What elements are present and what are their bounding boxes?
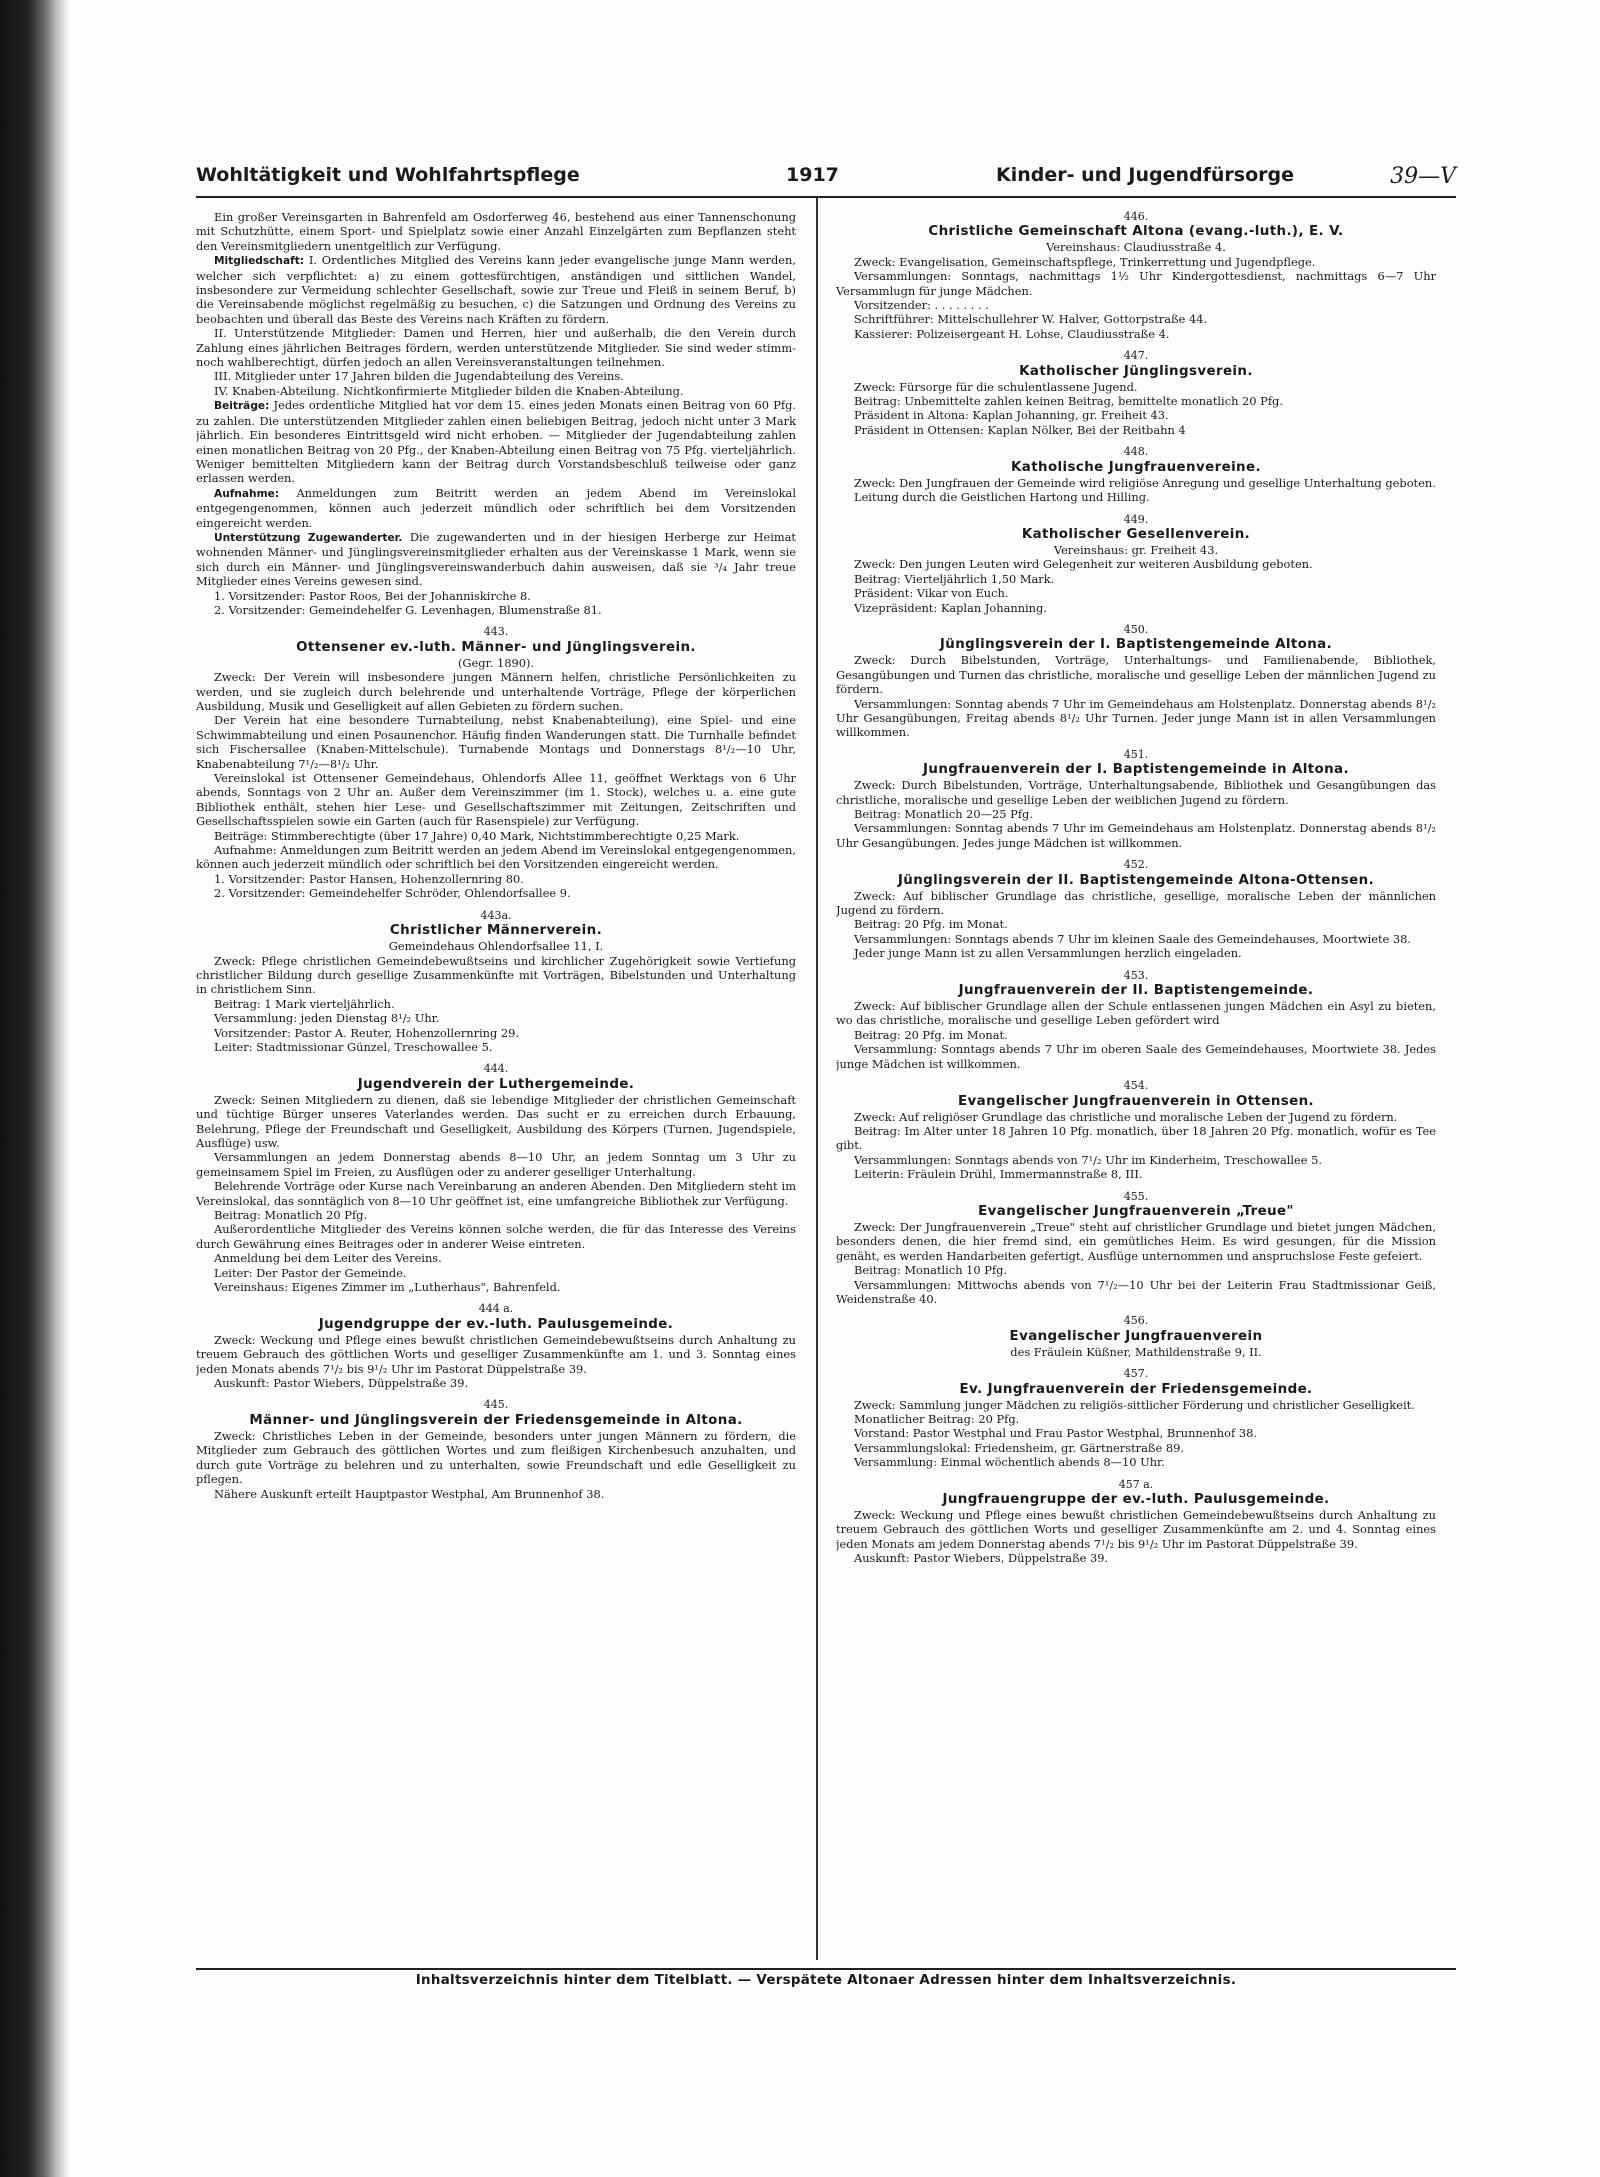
entry-title: Katholischer Gesellenverein. <box>1021 526 1251 542</box>
entry-leader: Leiterin: Fräulein Drühl, Immermannstraße 8, III. <box>854 1167 1143 1182</box>
entry-451 <box>836 748 1436 850</box>
entry-title: Evangelischer Jungfrauenverein „Treue" <box>978 1203 1294 1219</box>
entry-admission: Anmeldung bei dem Leiter des Vereins. <box>214 1251 442 1266</box>
entry-450 <box>836 623 1436 740</box>
entry-meeting: Versammlungen: Mittwochs abends von 7¹/₂—10 Uhr bei der Leiterin Frau Stadtmissionar Geiß, Weidenstraße 40. <box>836 1277 1436 1306</box>
entry-text: Vereinslokal ist Ottensener Gemeindehaus, Ohlendorfs Allee 11, geöffnet Werktags von 6 Uhr abends, Sonntags von 2 Uhr an. Außer dem Vereinszimmer (im 1. Stock), welches u. a. eine gute Bibliothek enthält, stehen hier Lese- und Gesellschaftszimmer mit Zeitungen, Zeitschriften und Gesellschaftsspielen sowie ein Garten (auch für Rasenspiele) zur Verfügung. <box>196 771 796 829</box>
entry-fee: Beitrag: Monatlich 20—25 Pfg. <box>854 807 1033 821</box>
entry-purpose: Zweck: Der Verein will insbesondere jungen Männern helfen, christliche Persönlichkeiten zu werden, und sie zugleich durch belehrende und unterhaltende Vorträge, Pflege der körperlichen Ausbildung, Musik und Geselligkeit auf allen Gebieten zu fördern suchen. <box>196 670 796 713</box>
page-number: 39—V <box>1390 164 1456 189</box>
entry-purpose: Zweck: Auf biblischer Grundlage das christliche, gesellige, moralische Leben der männlichen Jugend zu fördern. <box>836 888 1436 918</box>
chairman-line: 2. Vorsitzender: Gemeindehelfer G. Levenhagen, Blumenstraße 81. <box>214 602 602 617</box>
entry-443a <box>196 909 796 1055</box>
entry-president: Präsident in Ottensen: Kaplan Nölker, Bei der Reitbahn 4 <box>854 422 1186 437</box>
entry-purpose: Zweck: Der Jungfrauenverein „Treue" steht auf christlicher Grundlage und bietet jungen Mädchen, besonders denen, die hier fremd sind, ein gemütliches Heim. Es wird gesungen, für die Mission genäht, es werden Handarbeiten gefertigt, Ausflüge unternommen und anspruchslose Feste gefeiert. <box>836 1219 1436 1263</box>
entry-fee: Beitrag: Vierteljährlich 1,50 Mark. <box>854 571 1055 586</box>
entry-title: Evangelischer Jungfrauenverein in Ottensen. <box>957 1093 1315 1109</box>
entry-board: Vorstand: Pastor Westphal und Frau Pastor Westphal, Brunnenhof 38. <box>854 1426 1257 1441</box>
entry-chairman: 1. Vorsitzender: Pastor Hansen, Hohenzollernring 80. <box>214 871 524 886</box>
entry-venue: Versammlungslokal: Friedensheim, gr. Gärtnerstraße 89. <box>854 1440 1184 1455</box>
keyword: Beiträge: <box>214 400 270 413</box>
entry-456 <box>836 1314 1436 1359</box>
entry-info: Nähere Auskunft erteilt Hauptpastor Westphal, Am Brunnenhof 38. <box>214 1486 605 1501</box>
entry-purpose: Zweck: Weckung und Pflege eines bewußt christlichen Gemeindebewußtseins durch Anhaltung zu treuem Gebrauch des göttlichen Worts und geselliger Zusammenkünfte am 1. und 3. Sonntag eines jeden Monats abends 7¹/₂ bis 9¹/₂ Uhr im Pastorat Düppelstraße 39. <box>196 1332 796 1376</box>
entry-title: Ev. Jungfrauenverein der Friedensgemeinde. <box>959 1381 1313 1397</box>
entry-admission: Aufnahme: Anmeldungen zum Beitritt werden an jedem Abend im Vereinslokal entgegengenommen, können auch jederzeit mündlich oder schriftlich bei den Vorsitzenden eingereicht werden. <box>196 843 796 872</box>
entry-number: 455. <box>1123 1189 1149 1203</box>
entry-chairman: Vorsitzender: . . . . . . . . <box>854 298 989 313</box>
entry-title: Katholischer Jünglingsverein. <box>1019 363 1253 379</box>
entry-443 <box>196 625 796 900</box>
left-column <box>196 210 796 1950</box>
entry-455 <box>836 1190 1436 1307</box>
entry-leader: Leiter: Stadtmissionar Günzel, Treschowallee 5. <box>214 1039 493 1054</box>
paragraph: Ein großer Vereinsgarten in Bahrenfeld am Osdorferweg 46, bestehend aus einer Tannenschonung mit Schutzhütte, einem Sport- und Spielplatz sowie einer Anzahl Einzelgärten zum Bepflanzen steht den Vereinsmitgliedern unentgeltlich zur Verfügung. <box>196 210 796 253</box>
entry-title: Katholische Jungfrauenvereine. <box>1011 459 1261 475</box>
entry-purpose: Zweck: Auf religiöser Grundlage das christliche und moralische Leben der Jugend zu fördern. <box>854 1109 1398 1124</box>
paragraph: II. Unterstützende Mitglieder: Damen und Herren, hier und außerhalb, die den Verein durch Zahlung eines jährlichen Beitrages fördern, werden unterstützende Mitglieder. Sie sind weder stimm- noch wahlberechtigt, dürfen jedoch an allen Vereinsveranstaltungen teilnehmen. <box>196 326 796 370</box>
book-binding-edge <box>0 0 70 2177</box>
entry-title: Jünglingsverein der II. Baptistengemeinde Altona-Ottensen. <box>897 872 1375 888</box>
paragraph-text: Jedes ordentliche Mitglied hat vor dem 15. eines jeden Monats einen Beitrag von 60 Pfg. zu zahlen. Die unterstützenden Mitglieder zahlen einen beliebigen Beitrag, jedoch nicht unter 3 Mark jährlich. Ein besonderes Eintrittsgeld wird nicht erhoben. — Mitglieder der Jugendabteilung zahlen einen monatlichen Beitrag von 20 Pfg., der Knaben-Abteilung einen Beitrag von 75 Pfg. vierteljährlich. Weniger bemittelten Mitgliedern kann der Beitrag durch Vorstandsbeschluß teilweise oder ganz erlassen werden. <box>196 398 796 486</box>
entry-info: Auskunft: Pastor Wiebers, Düppelstraße 39. <box>214 1376 469 1391</box>
entry-subtitle: Gemeindehaus Ohlendorfsallee 11, I. <box>388 939 604 954</box>
entry-number: 457. <box>1123 1367 1149 1381</box>
entry-meeting: Versammlung: Sonntags abends 7 Uhr im oberen Saale des Gemeindehauses, Moortwiete 38. Jedes junge Mädchen ist willkommen. <box>836 1042 1436 1071</box>
entry-444 <box>196 1062 796 1294</box>
entry-title: Jugendgruppe der ev.-luth. Paulusgemeinde. <box>318 1316 674 1332</box>
entry-house: Vereinshaus: Eigenes Zimmer im „Lutherhaus", Bahrenfeld. <box>214 1280 561 1295</box>
entry-purpose: Zweck: Fürsorge für die schulentlassene Jugend. <box>854 379 1138 394</box>
entry-subtitle: Vereinshaus: Claudiusstraße 4. <box>1046 240 1226 255</box>
entry-purpose: Zweck: Evangelisation, Gemeinschaftspflege, Trinkerrettung und Jugendpflege. <box>854 254 1316 269</box>
keyword: Unterstützung Zugewanderter. <box>214 531 403 544</box>
entry-purpose: Zweck: Durch Bibelstunden, Vorträge, Unterhaltungsabende, Bibliothek und Gesangübungen das christliche, moralische und gesellige Leben der weiblichen Jugend zu fördern. <box>836 778 1436 807</box>
entry-meeting: Versammlung: jeden Dienstag 8¹/₂ Uhr. <box>214 1011 440 1026</box>
entry-number: 444 a. <box>478 1302 514 1316</box>
entry-fee: Beitrag: Im Alter unter 18 Jahren 10 Pfg. monatlich, über 18 Jahren 20 Pfg. monatlich, wofür es Tee gibt. <box>836 1123 1436 1153</box>
entry-453 <box>836 969 1436 1071</box>
column-divider <box>816 198 818 1960</box>
entry-purpose: Zweck: Den Jungfrauen der Gemeinde wird religiöse Anregung und gesellige Unterhaltung geboten. <box>854 475 1436 490</box>
entry-purpose: Zweck: Durch Bibelstunden, Vorträge, Unterhaltungs- und Familienabende, Bibliothek, Gesangübungen und Turnen das christliche, moralische und gesellige Leben der männlichen Jugend zu fördern. <box>836 653 1436 697</box>
entry-title: Jünglingsverein der I. Baptistengemeinde Altona. <box>939 637 1333 653</box>
entry-president: Präsident in Altona: Kaplan Johanning, gr. Freiheit 43. <box>854 408 1169 423</box>
entry-444a <box>196 1302 796 1390</box>
entry-title: Ottensener ev.-luth. Männer- und Jünglingsverein. <box>296 639 696 655</box>
entry-number: 454. <box>1123 1079 1149 1093</box>
entry-title: Jungfrauenverein der I. Baptistengemeinde in Altona. <box>923 762 1349 778</box>
entry-purpose: Zweck: Auf biblischer Grundlage allen der Schule entlassenen jungen Mädchen ein Asyl zu bieten, wo das christliche, moralische und gesellige Leben gefördert wird <box>836 999 1436 1028</box>
paragraph-text: Anmeldungen zum Beitritt werden an jedem Abend im Vereinslokal entgegengenommen, können auch jederzeit mündlich oder schriftlich bei dem Vorsitzenden eingereicht werden. <box>196 485 796 530</box>
entry-purpose: Zweck: Christliches Leben in der Gemeinde, besonders unter jungen Männern zu fördern, die Mitglieder zum Gebrauch des göttlichen Wortes und zum fleißigen Kirchenbesuch anzuhalten, und durch gute Vorträge zu belehren und zu unterhalten, sowie Freundschaft und edle Geselligkeit zu pflegen. <box>196 1428 796 1487</box>
entry-fee: Beitrag: 20 Pfg. im Monat. <box>854 1027 1008 1042</box>
entry-number: 457 a. <box>1118 1477 1154 1491</box>
entry-447 <box>836 349 1436 437</box>
entry-meeting: Versammlungen: Sonntags abends 7 Uhr im kleinen Saale des Gemeindehauses, Moortwiete 38. <box>854 931 1412 946</box>
entry-number: 447. <box>1123 349 1149 363</box>
entry-fee: Beitrag: 1 Mark vierteljährlich. <box>214 996 395 1011</box>
entry-number: 453. <box>1123 968 1149 982</box>
entry-secretary: Schriftführer: Mittelschullehrer W. Halver, Gottorpstraße 44. <box>854 312 1208 327</box>
entry-number: 450. <box>1123 622 1149 636</box>
entry-number: 444. <box>483 1062 509 1076</box>
paragraph <box>196 398 796 485</box>
entry-meeting: Versammlung: Einmal wöchentlich abends 8—10 Uhr. <box>854 1455 1165 1470</box>
entry-treasurer: Kassierer: Polizeisergeant H. Lohse, Claudiusstraße 4. <box>854 326 1170 341</box>
entry-number: 443. <box>483 625 509 639</box>
entry-number: 445. <box>483 1398 509 1412</box>
entry-meeting: Versammlungen an jedem Donnerstag abends 8—10 Uhr, an jedem Sonntag um 3 Uhr zu gemeinsamem Spiel im Freien, zu Ausflügen oder zu anderer geselliger Unterhaltung. <box>196 1150 796 1179</box>
entry-fee: Beitrag: Monatlich 10 Pfg. <box>854 1263 1008 1278</box>
entry-title: Jungfrauenverein der II. Baptistengemeinde. <box>958 983 1314 999</box>
year-label: 1917 <box>786 164 839 186</box>
entry-title: Jungfrauengruppe der ev.-luth. Paulusgemeinde. <box>942 1492 1330 1508</box>
entry-subtitle: des Fräulein Küßner, Mathildenstraße 9, II. <box>1010 1344 1262 1359</box>
entry-chairman: 2. Vorsitzender: Gemeindehelfer Schröder, Ohlendorfsallee 9. <box>214 886 571 901</box>
section-title: Wohltätigkeit und Wohlfahrtspflege <box>196 164 580 186</box>
entry-subtitle: (Gegr. 1890). <box>457 655 535 670</box>
entry-text: Jeder junge Mann ist zu allen Versammlungen herzlich eingeladen. <box>854 946 1242 961</box>
entry-vice-president: Vizepräsident: Kaplan Johanning. <box>854 600 1047 615</box>
entry-title: Christlicher Männerverein. <box>389 923 603 939</box>
entry-fee: Beitrag: Unbemittelte zahlen keinen Beitrag, bemittelte monatlich 20 Pfg. <box>854 394 1283 409</box>
paragraph-text: I. Ordentliches Mitglied des Vereins kann jeder evangelische junge Mann werden, welcher sich verpflichtet: a) zu einem gottesfürchtigen, anständigen und sittlichen Wandel, insbesondere zur Vermeidung schlechter Gesellschaft, sowie zur Treue und Fleiß in seinem Beruf, b) die Vereinsabende möglichst regelmäßig zu besuchen, c) die Satzungen und Ordnung des Vereins zu beobachten und überall das Beste des Vereins nach Kräften zu fördern. <box>196 253 796 326</box>
paragraph-text: Die zugewanderten und in der hiesigen Herberge zur Heimat wohnenden Männer- und Jünglingsvereinsmitglieder erhalten aus der Vereinskasse 1 Mark, wenn sie sich durch ein Männer- und Jünglingsvereinswanderbuch dahin ausweisen, daß sie ³/₄ Jahr treue Mitglieder eines Vereins gewesen sind. <box>196 529 796 589</box>
entry-454 <box>836 1079 1436 1181</box>
entry-fee: Monatlicher Beitrag: 20 Pfg. <box>854 1412 1020 1426</box>
entry-fee: Beitrag: 20 Pfg. im Monat. <box>854 917 1008 932</box>
entry-leader: Leiter: Der Pastor der Gemeinde. <box>214 1265 407 1280</box>
paragraph <box>196 530 796 589</box>
entry-leadership: Leitung durch die Geistlichen Hartong und Hilling. <box>854 490 1150 505</box>
entry-fee: Beiträge: Stimmberechtigte (über 17 Jahre) 0,40 Mark, Nichtstimmberechtigte 0,25 Mark. <box>214 828 740 843</box>
entry-purpose: Zweck: Weckung und Pflege eines bewußt christlichen Gemeindebewußtseins durch Anhaltung zu treuem Gebrauch des göttlichen Worts und geselliger Zusammenkünfte am 2. und 4. Sonntag eines jeden Monats am jedem Donnerstag abends 7¹/₂ bis 9¹/₂ Uhr im Pastorat Düppelstraße 39. <box>836 1508 1436 1551</box>
paragraph <box>196 486 796 530</box>
paragraph: III. Mitglieder unter 17 Jahren bilden die Jugendabteilung des Vereins. <box>214 369 624 384</box>
entry-meeting: Versammlungen: Sonntags abends von 7¹/₂ Uhr im Kinderheim, Treschowallee 5. <box>854 1152 1323 1167</box>
entry-446 <box>836 210 1436 341</box>
entry-number: 448. <box>1123 445 1149 459</box>
entry-subtitle: Vereinshaus: gr. Freiheit 43. <box>1053 542 1219 557</box>
chairman-line: 1. Vorsitzender: Pastor Roos, Bei der Johanniskirche 8. <box>214 588 531 603</box>
entry-purpose: Zweck: Seinen Mitgliedern zu dienen, daß sie lebendige Mitglieder der christlichen Gemeinschaft und tüchtige Bürger unseres Vaterlandes werden. Das sucht er zu erreichen durch Erbauung, Belehrung, Pflege der Freundschaft und Geselligkeit, Ausbildung des Körpers (Turnen, Jugendspiele, Ausflüge) usw. <box>196 1092 796 1150</box>
entry-number: 443a. <box>480 908 512 922</box>
entry-445 <box>196 1398 796 1500</box>
entry-number: 449. <box>1123 512 1149 526</box>
entry-449 <box>836 513 1436 615</box>
entry-meeting: Versammlungen: Sonntag abends 7 Uhr im Gemeindehaus am Holstenplatz. Donnerstag abends 8¹/₂ Uhr Gesangübungen. Jedes junge Mädchen ist willkommen. <box>836 821 1436 850</box>
entry-text: Der Verein hat eine besondere Turnabteilung, nebst Knabenabteilung), eine Spiel- und eine Schwimmabteilung und einen Posaunenchor. Häufig finden Wanderungen statt. Die Turnhalle befindet sich Fischersallee (Knaben-Mittelschule). Turnabende Montags und Donnerstags 8¹/₂—10 Uhr, Knabenabteilung 7¹/₂—8¹/₂ Uhr. <box>196 713 796 771</box>
entry-title: Evangelischer Jungfrauenverein <box>1009 1328 1263 1344</box>
entry-text: Außerordentliche Mitglieder des Vereins können solche werden, die für das Interesse des Vereins durch Gewährung eines Beitrages oder in anderer Weise eintreten. <box>196 1222 796 1251</box>
entry-meeting: Versammlungen: Sonntags, nachmittags 1½ Uhr Kindergottesdienst, nachmittags 6—7 Uhr Versammlugn für junge Mädchen. <box>836 269 1436 298</box>
footer-note: Inhaltsverzeichnis hinter dem Titelblatt. — Verspätete Altonaer Adressen hinter dem Inhaltsverzeichnis. <box>196 1968 1456 1988</box>
entry-number: 452. <box>1123 858 1149 872</box>
entry-purpose: Zweck: Den jungen Leuten wird Gelegenheit zur weiteren Ausbildung geboten. <box>854 557 1313 572</box>
entry-meeting: Versammlungen: Sonntag abends 7 Uhr im Gemeindehaus am Holstenplatz. Donnerstag abends 8¹/₂ Uhr Gesangübungen, Freitag abends 8¹/₂ Uhr Turnen. Jeder junge Mann ist in allen Versammlungen willkommen. <box>836 696 1436 740</box>
entry-number: 451. <box>1123 747 1149 761</box>
entry-chairman: Vorsitzender: Pastor A. Reuter, Hohenzollernring 29. <box>214 1025 520 1040</box>
keyword: Mitgliedschaft: <box>214 255 305 268</box>
entry-text: Belehrende Vorträge oder Kurse nach Vereinbarung an anderen Abenden. Den Mitgliedern steht im Vereinslokal, das sonntäglich von 8—10 Uhr geöffnet ist, eine umfangreiche Bibliothek zur Verfügung. <box>196 1179 796 1208</box>
entry-number: 446. <box>1123 210 1149 223</box>
entry-457a <box>836 1478 1436 1566</box>
right-column <box>836 210 1436 1950</box>
entry-title: Männer- und Jünglingsverein der Friedensgemeinde in Altona. <box>249 1412 743 1428</box>
entry-title: Christliche Gemeinschaft Altona (evang.-luth.), E. V. <box>928 224 1344 240</box>
entry-title: Jugendverein der Luthergemeinde. <box>357 1076 635 1092</box>
entry-purpose: Zweck: Pflege christlichen Gemeindebewußtseins und kirchlicher Zugehörigkeit sowie Vertiefung christlicher Bildung durch gesellige Zusammenkünfte mit Vorträgen, Bibelstunden und Unterhaltung in christlichem Sinn. <box>196 953 796 997</box>
entry-457 <box>836 1367 1436 1469</box>
entry-448 <box>836 445 1436 504</box>
entry-number: 456. <box>1123 1314 1149 1328</box>
subsection-title: Kinder- und Jugendfürsorge <box>996 164 1294 186</box>
paragraph: IV. Knaben-Abteilung. Nichtkonfirmierte Mitglieder bilden die Knaben-Abteilung. <box>214 383 684 398</box>
paragraph <box>196 253 796 326</box>
entry-purpose: Zweck: Sammlung junger Mädchen zu religiös-sittlicher Förderung und christlicher Geselligkeit. <box>854 1397 1415 1412</box>
keyword: Aufnahme: <box>214 487 280 500</box>
entry-president: Präsident: Vikar von Euch. <box>854 586 1009 601</box>
entry-info: Auskunft: Pastor Wiebers, Düppelstraße 39. <box>854 1551 1109 1566</box>
running-head <box>196 160 1456 198</box>
directory-page <box>196 160 1456 2020</box>
entry-fee: Beitrag: Monatlich 20 Pfg. <box>214 1208 368 1222</box>
entry-452 <box>836 858 1436 960</box>
